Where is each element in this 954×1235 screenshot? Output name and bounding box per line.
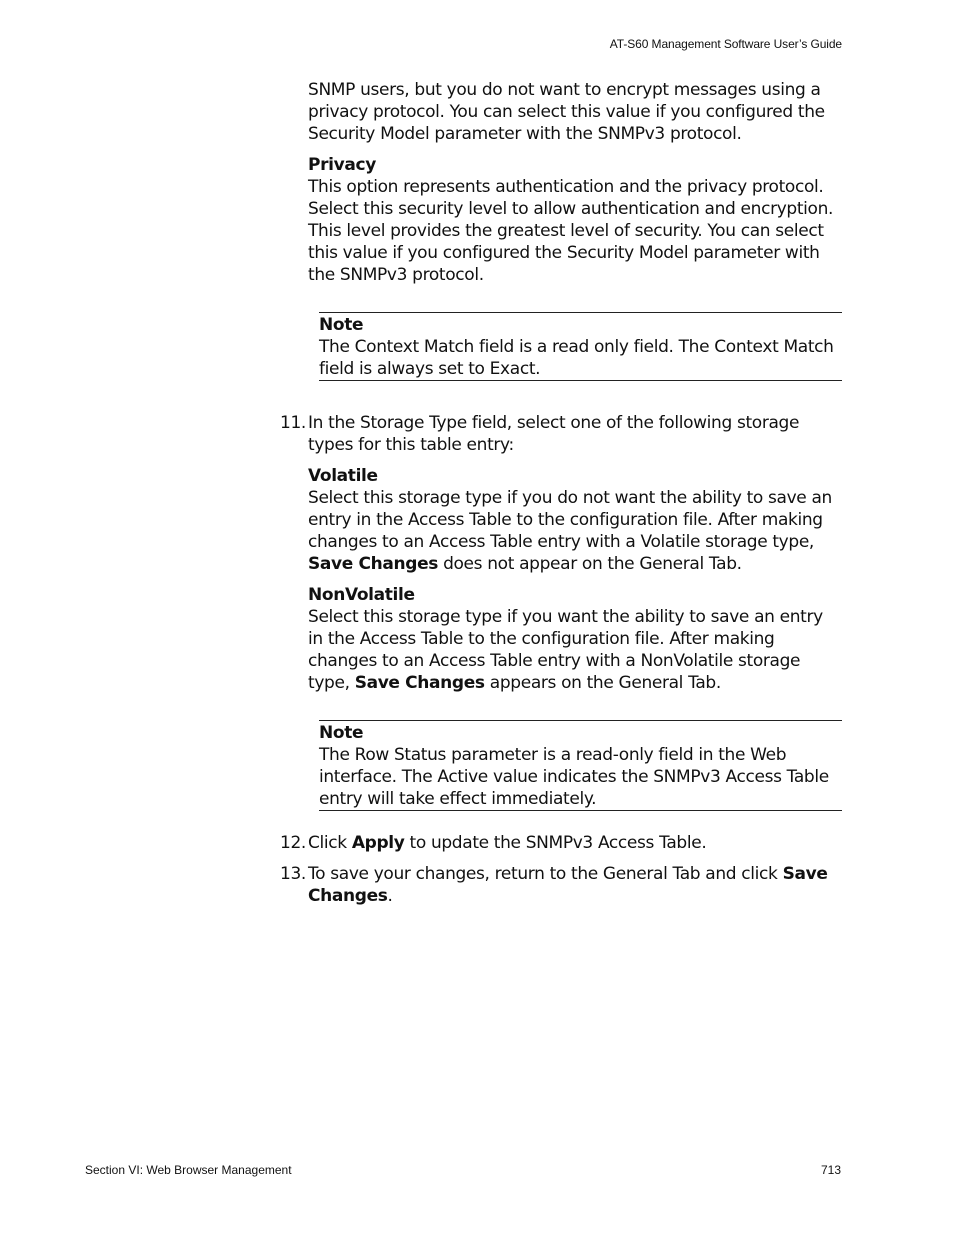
step-number: 12. bbox=[280, 833, 306, 853]
step-12 bbox=[280, 832, 842, 854]
step-number: 13. bbox=[280, 864, 306, 884]
nonvolatile-definition: Select this storage type if you want the ability to save an entry in the Access Table to the configuration file. After making changes to an Access Table entry with a NonVolatile storage type, Save Changes appears on the General Tab. bbox=[308, 607, 823, 693]
step-11 bbox=[280, 412, 842, 456]
note-row-status bbox=[319, 720, 842, 811]
privacy-term: Privacy bbox=[308, 155, 376, 175]
note-title: Note bbox=[319, 315, 364, 335]
note-title: Note bbox=[319, 723, 364, 743]
volatile-definition: Select this storage type if you do not want the ability to save an entry in the Access Table to the configuration file. After making changes to an Access Table entry with a Volatile storage type, Save Changes does not appear on the General Tab. bbox=[308, 488, 832, 574]
note-text: The Row Status parameter is a read-only field in the Web interface. The Active value indicates the SNMPv3 Access Table entry will take effect immediately. bbox=[319, 745, 829, 809]
intro-paragraph: SNMP users, but you do not want to encrypt messages using a privacy protocol. You can select this value if you configured the Security Model parameter with the SNMPv3 protocol. bbox=[308, 80, 825, 144]
footer-section: Section VI: Web Browser Management bbox=[85, 1163, 292, 1177]
running-header: AT-S60 Management Software User’s Guide bbox=[609, 37, 842, 51]
nonvolatile-term: NonVolatile bbox=[308, 585, 415, 605]
step-text: In the Storage Type field, select one of the following storage types for this table entry: bbox=[308, 413, 800, 455]
note-context-match bbox=[319, 312, 842, 381]
page-content bbox=[280, 79, 842, 916]
footer-page-number: 713 bbox=[820, 1163, 841, 1177]
volatile-term: Volatile bbox=[308, 466, 378, 486]
privacy-definition: This option represents authentication and the privacy protocol. Select this security level to allow authentication and encryption. This level provides the greatest level of security. You can select this value if you configured the Security Model parameter with the SNMPv3 protocol. bbox=[308, 177, 834, 285]
note-text: The Context Match field is a read only field. The Context Match field is always set to Exact. bbox=[319, 337, 834, 379]
step-text: Click Apply to update the SNMPv3 Access Table. bbox=[308, 833, 707, 853]
step-text: To save your changes, return to the General Tab and click Save Changes. bbox=[308, 864, 828, 906]
step-13 bbox=[280, 863, 842, 907]
step-number: 11. bbox=[280, 413, 306, 433]
